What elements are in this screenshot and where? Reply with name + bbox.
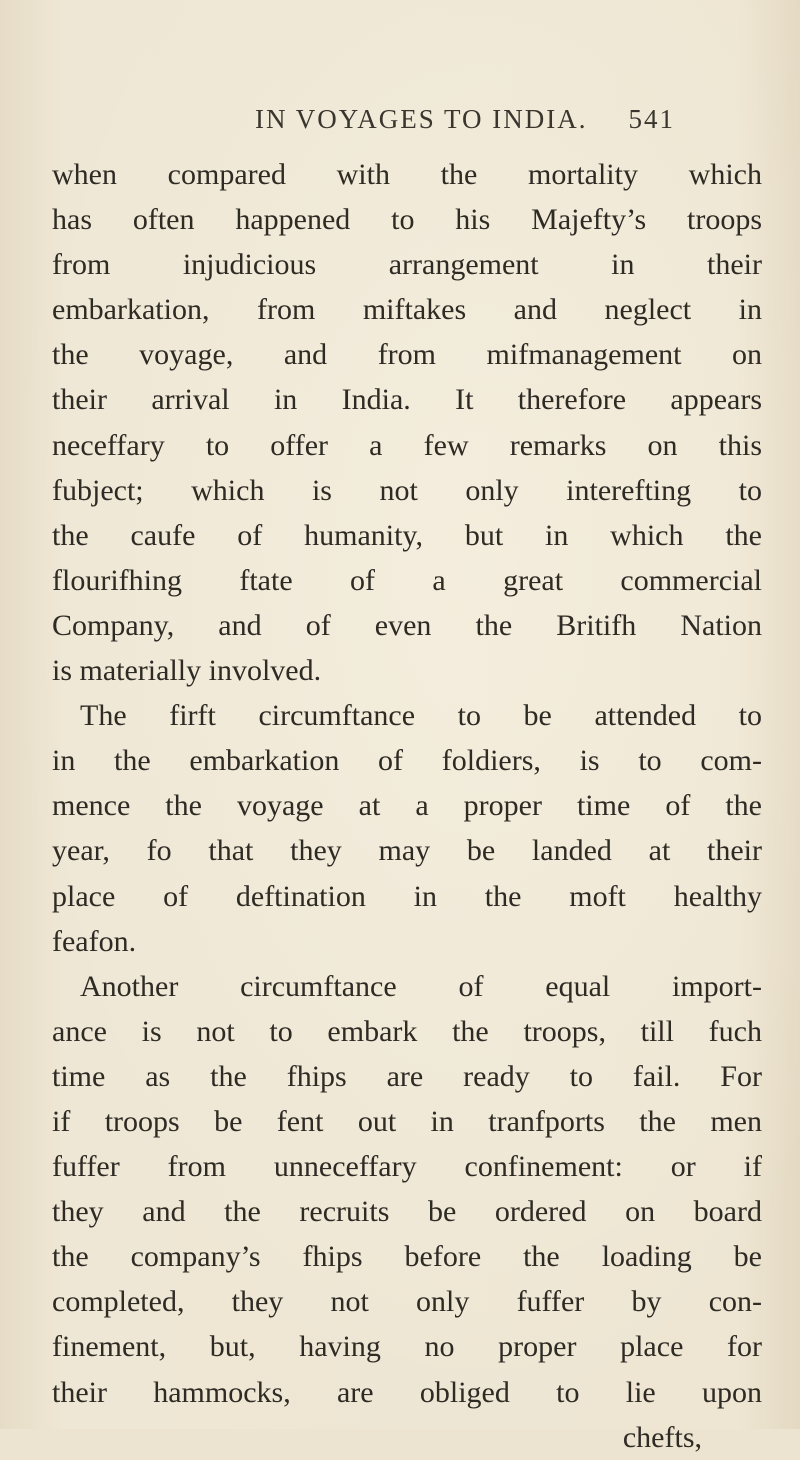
text-line: in the embarkation of foldiers, is to com- xyxy=(52,744,762,778)
text-line: neceffary to offer a few remarks on this xyxy=(52,428,762,462)
text-line: they and the recruits be ordered on board xyxy=(52,1195,762,1229)
text-line: the company’s fhips before the loading be xyxy=(52,1240,762,1274)
paragraph-end-line: is materially involved. xyxy=(52,654,322,688)
text-line: year, fo that they may be landed at their xyxy=(52,834,762,868)
paragraph-start-line: Another circumftance of equal import- xyxy=(80,969,762,1003)
text-line: time as the fhips are ready to fail. For xyxy=(52,1059,762,1093)
text-line: when compared with the mortality which xyxy=(52,158,762,191)
text-line: Company, and of even the Britifh Nation xyxy=(52,608,762,642)
page-number: 541 xyxy=(628,104,675,134)
text-line: from injudicious arrangement in their xyxy=(52,248,762,282)
text-line: the voyage, and from mifmanagement on xyxy=(52,338,762,372)
paragraph-end-line: feafon. xyxy=(52,924,137,958)
text-line: ance is not to embark the troops, till fuch xyxy=(52,1014,762,1048)
text-line: if troops be fent out in tranfports the men xyxy=(52,1104,762,1138)
text-line: flourifhing ftate of a great commercial xyxy=(52,563,762,597)
text-line: completed, they not only fuffer by con- xyxy=(52,1285,762,1319)
running-head xyxy=(255,104,675,140)
running-title: IN VOYAGES TO INDIA. xyxy=(255,104,588,134)
text-line: the caufe of humanity, but in which the xyxy=(52,518,762,552)
text-line: place of deftination in the moft healthy xyxy=(52,879,762,913)
text-line: their hammocks, are obliged to lie upon xyxy=(52,1375,762,1409)
catchword: chefts, xyxy=(622,1420,702,1454)
text-line: fubject; which is not only interefting to xyxy=(52,473,762,507)
text-line: has often happened to his Majefty’s troops xyxy=(52,203,762,237)
text-line: fuffer from unneceffary confinement: or if xyxy=(52,1150,762,1184)
text-line: embarkation, from miftakes and neglect in xyxy=(52,293,762,327)
paragraph-start-line: The firft circumftance to be attended to xyxy=(80,699,762,733)
text-line: their arrival in India. It therefore appears xyxy=(52,383,762,417)
text-line: mence the voyage at a proper time of the xyxy=(52,789,762,823)
text-line: finement, but, having no proper place for xyxy=(52,1330,762,1364)
body-text xyxy=(52,152,762,1460)
